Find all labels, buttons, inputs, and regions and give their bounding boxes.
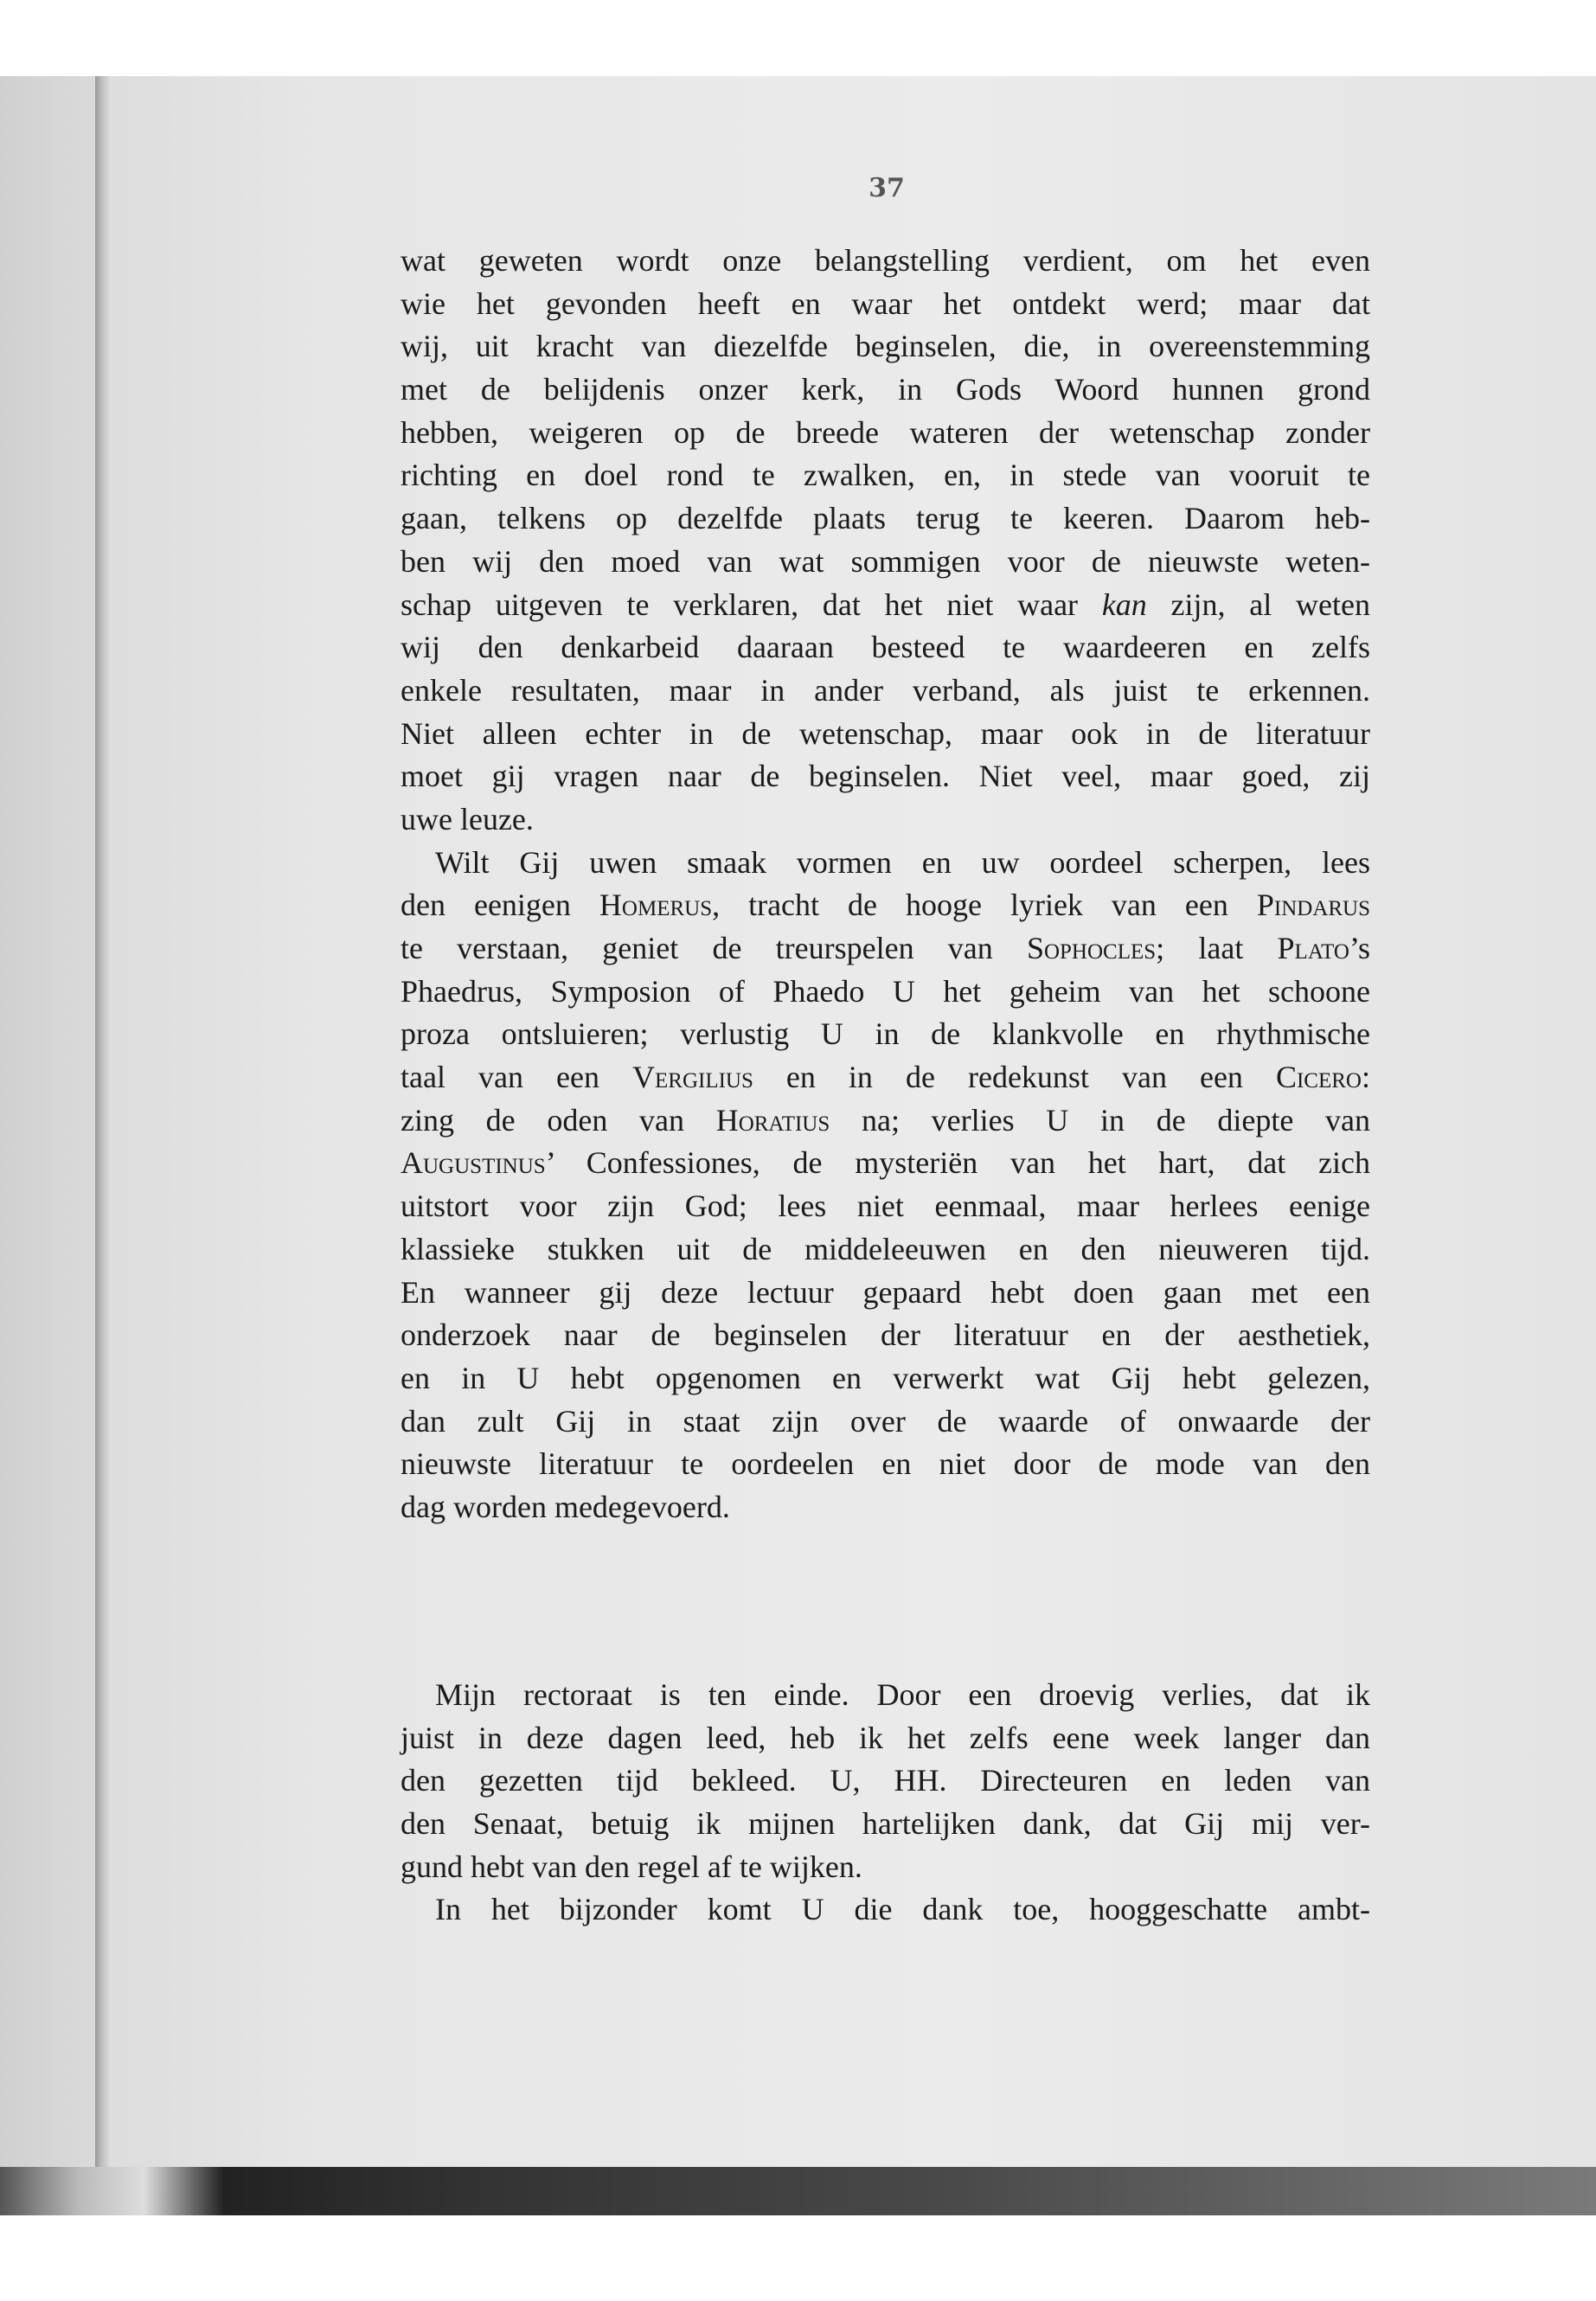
text-run: wij, uit kracht van diezelfde beginselen, die, in overeenstemming	[401, 329, 1370, 364]
text-run: juist in deze dagen leed, heb ik het zelfs eene week langer dan	[401, 1720, 1370, 1755]
text-line	[401, 1759, 1370, 1803]
author-name: Homerus	[599, 888, 713, 923]
text-line	[401, 1056, 1370, 1099]
text-line	[401, 1013, 1370, 1056]
text-run: gund hebt van den regel af te wijken.	[401, 1849, 862, 1884]
text-line	[401, 1803, 1370, 1846]
text-line	[401, 584, 1370, 627]
text-run: dan zult Gij in staat zijn over de waarde of onwaarde der	[401, 1403, 1370, 1439]
text-line	[401, 1314, 1370, 1357]
text-line	[401, 884, 1370, 927]
text-run: onderzoek naar de beginselen der literatuur en der aesthetiek,	[401, 1317, 1370, 1353]
text-line	[401, 454, 1370, 497]
text-run: :	[1361, 1060, 1370, 1095]
text-run: te verstaan, geniet de treurspelen van	[401, 931, 1027, 965]
text-run: uwe leuze.	[401, 801, 534, 836]
text-block-closing	[401, 1674, 1370, 1932]
text-line	[401, 626, 1370, 670]
text-block-main	[401, 240, 1370, 1529]
text-run: den Senaat, betuig ik mijnen hartelijken dank, dat Gij mij ver-	[401, 1806, 1370, 1842]
text-line	[401, 1272, 1370, 1315]
text-run: Mijn rectoraat is ten einde. Door een droevig verlies, dat ik	[435, 1677, 1370, 1712]
text-line	[401, 927, 1370, 971]
text-line	[401, 713, 1370, 756]
text-run: met de belijdenis onzer kerk, in Gods Woord hunnen grond	[401, 372, 1370, 407]
author-name: Pindarus	[1256, 888, 1371, 923]
author-name: Cicero	[1275, 1060, 1362, 1095]
text-line	[401, 1142, 1370, 1185]
author-name: Sophocles	[1026, 931, 1157, 965]
scan-bottom-edge	[0, 2167, 1596, 2215]
author-name: Augustinus	[401, 1145, 546, 1181]
text-run: ben wij den moed van wat sommigen voor de nieuwste weten-	[401, 543, 1370, 579]
text-run: wij den denkarbeid daaraan besteed te waardeeren en zelfs	[401, 630, 1370, 665]
text-run: Phaedrus, Symposion of Phaedo U het geheim van het schoone	[401, 973, 1370, 1009]
text-line	[401, 842, 1370, 885]
text-run: ; laat	[1156, 931, 1278, 965]
text-run: uitstort voor zijn God; lees niet eenmaal, maar herlees eenige	[401, 1189, 1370, 1224]
text-run: ’s	[1349, 931, 1370, 965]
text-run: proza ontsluieren; verlustig U in de klankvolle en rhythmische	[401, 1016, 1370, 1052]
text-line	[401, 1228, 1370, 1272]
text-run: en in U hebt opgenomen en verwerkt wat Gij hebt gelezen,	[401, 1360, 1370, 1395]
author-name: Horatius	[715, 1102, 830, 1138]
text-line	[401, 240, 1370, 283]
text-run: , tracht de hooge lyriek van een	[712, 888, 1257, 923]
text-run: ’ Confessiones, de mysteriën van het hart, dat zich	[545, 1145, 1370, 1181]
text-run: wat geweten wordt onze belangstelling verdient, om het even	[401, 243, 1370, 278]
text-line	[401, 1486, 1370, 1529]
emphasis-text: kan	[1101, 586, 1147, 622]
text-line	[401, 1888, 1370, 1932]
text-line	[401, 369, 1370, 412]
text-run: moet gij vragen naar de beginselen. Niet veel, maar goed, zij	[401, 759, 1370, 794]
text-line	[401, 670, 1370, 713]
text-line	[401, 1674, 1370, 1717]
text-run: na; verlies U in de diepte van	[830, 1102, 1371, 1138]
text-run: enkele resultaten, maar in ander verband, als juist te erkennen.	[401, 672, 1370, 708]
text-line	[401, 1357, 1370, 1400]
text-line	[401, 412, 1370, 455]
text-line	[401, 497, 1370, 541]
text-run: en in de redekunst van een	[753, 1060, 1276, 1095]
text-line	[401, 1185, 1370, 1228]
text-run: wie het gevonden heeft en waar het ontdekt werd; maar dat	[401, 285, 1370, 321]
text-run: zing de oden van	[401, 1102, 716, 1138]
text-line	[401, 541, 1370, 584]
text-run: richting en doel rond te zwalken, en, in stede van vooruit te	[401, 458, 1370, 493]
binding-edge	[95, 76, 109, 2170]
text-run: nieuwste literatuur te oordeelen en niet door de mode van den	[401, 1446, 1370, 1482]
text-run: dag worden medegevoerd.	[401, 1489, 730, 1524]
author-name: Plato	[1277, 931, 1349, 965]
text-run: Niet alleen echter in de wetenschap, maar ook in de literatuur	[401, 715, 1370, 751]
author-name: Vergilius	[632, 1060, 753, 1095]
facing-page-edge	[0, 76, 95, 2170]
text-run: taal van een	[401, 1060, 632, 1095]
text-run: den gezetten tijd bekleed. U, HH. Directeuren en leden van	[401, 1763, 1370, 1798]
text-run: klassieke stukken uit de middeleeuwen en den nieuweren tijd.	[401, 1231, 1370, 1266]
text-line	[401, 1099, 1370, 1143]
text-line	[401, 971, 1370, 1014]
text-line	[401, 1400, 1370, 1444]
page-number: 37	[869, 173, 905, 203]
text-line	[401, 1846, 1370, 1889]
text-run: schap uitgeven te verklaren, dat het niet waar	[401, 586, 1102, 622]
text-line	[401, 1717, 1370, 1760]
text-line	[401, 798, 1370, 842]
text-run: gaan, telkens op dezelfde plaats terug te keeren. Daarom heb-	[401, 501, 1370, 536]
text-run: zijn, al weten	[1146, 586, 1371, 622]
text-line	[401, 283, 1370, 326]
text-run: hebben, weigeren op de breede wateren der wetenschap zonder	[401, 414, 1370, 450]
text-line	[401, 1443, 1370, 1486]
text-line	[401, 325, 1370, 369]
text-line	[401, 755, 1370, 798]
text-run: den eenigen	[401, 888, 599, 923]
text-run: In het bijzonder komt U die dank toe, hooggeschatte ambt-	[435, 1892, 1370, 1927]
text-run: Wilt Gij uwen smaak vormen en uw oordeel scherpen, lees	[435, 844, 1370, 880]
text-run: En wanneer gij deze lectuur gepaard hebt doen gaan met een	[401, 1274, 1370, 1310]
